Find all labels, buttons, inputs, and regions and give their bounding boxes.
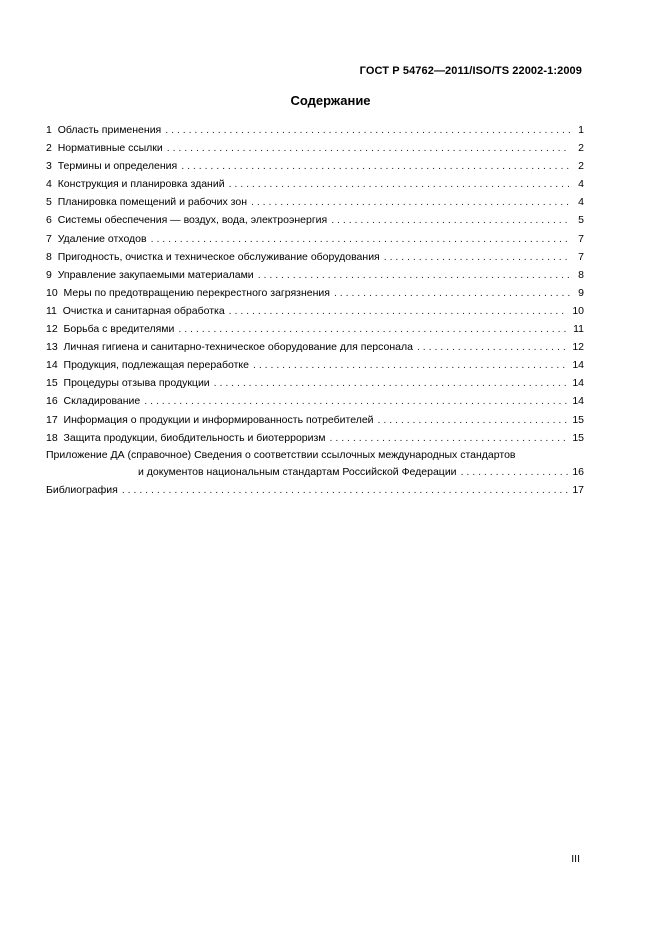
toc-number: 5 <box>46 196 52 209</box>
toc-title: Пригодность, очистка и техническое обслуживание оборудования <box>57 250 380 263</box>
toc-number: 15 <box>46 377 58 390</box>
toc-page: 8 <box>578 268 584 281</box>
toc-page: 15 <box>572 413 584 426</box>
appendix-title: Приложение ДА (справочное) Сведения о соответствии ссылочных международных стандартов <box>46 448 516 461</box>
toc-entry-1[interactable] <box>46 121 584 139</box>
toc-entry-11[interactable] <box>46 302 584 320</box>
toc-entry-4[interactable] <box>46 175 584 193</box>
toc-page: 11 <box>573 323 584 336</box>
toc-entry-7[interactable] <box>46 230 584 248</box>
document-code: ГОСТ Р 54762—2011/ISO/TS 22002-1:2009 <box>359 65 582 77</box>
toc-number: 14 <box>46 359 58 372</box>
toc-leader <box>330 429 569 447</box>
page-number: III <box>571 853 580 865</box>
toc-page: 1 <box>578 124 584 136</box>
toc-leader <box>167 139 570 157</box>
toc-leader <box>331 211 570 229</box>
toc-entry-18[interactable] <box>46 429 584 447</box>
toc-entry-13[interactable] <box>46 338 584 356</box>
toc-leader <box>178 320 569 338</box>
toc-entry-3[interactable] <box>46 157 584 175</box>
toc-title: Очистка и санитарная обработка <box>62 304 225 317</box>
toc-entry-10[interactable] <box>46 284 584 302</box>
toc-entry-appendix[interactable] <box>46 447 584 481</box>
toc-title: Складирование <box>63 395 141 408</box>
toc-title: Термины и определения <box>57 160 178 173</box>
toc-leader <box>461 463 569 481</box>
toc-title: Меры по предотвращению перекрестного загрязнения <box>63 286 330 299</box>
toc-page: 2 <box>578 160 584 173</box>
toc-number: 11 <box>46 304 57 317</box>
toc-entry-9[interactable] <box>46 266 584 284</box>
toc-page: 16 <box>572 465 584 478</box>
toc-entry-8[interactable] <box>46 248 584 266</box>
toc-leader <box>122 481 568 499</box>
toc-page: 17 <box>572 483 584 496</box>
toc-number: 3 <box>46 160 52 173</box>
toc-entry-2[interactable] <box>46 139 584 157</box>
toc-title: Борьба с вредителями <box>63 323 175 336</box>
toc-leader <box>417 338 568 356</box>
toc-number: 18 <box>46 431 58 444</box>
toc-leader <box>144 392 568 410</box>
toc-leader <box>378 411 569 429</box>
toc-page: 7 <box>578 250 584 263</box>
toc-number: 6 <box>46 214 52 227</box>
toc-leader <box>214 374 569 392</box>
toc-page: 15 <box>572 431 584 444</box>
toc-title: Процедуры отзыва продукции <box>63 377 210 390</box>
toc-page: 14 <box>572 395 584 408</box>
toc-number: 10 <box>46 286 58 299</box>
toc-title: Удаление отходов <box>57 232 147 245</box>
toc-page: 14 <box>572 359 584 372</box>
toc-title: Библиография <box>46 483 118 496</box>
toc-title: Планировка помещений и рабочих зон <box>57 196 248 209</box>
toc-page: 4 <box>578 178 584 191</box>
toc-entry-5[interactable] <box>46 193 584 211</box>
toc-leader <box>253 356 568 374</box>
toc-entry-6[interactable] <box>46 211 584 229</box>
toc-leader <box>151 230 570 248</box>
toc-page: 12 <box>572 341 584 354</box>
toc-number: 9 <box>46 268 52 281</box>
toc-entry-14[interactable] <box>46 356 584 374</box>
toc-page: 5 <box>578 214 584 227</box>
toc-title: Нормативные ссылки <box>57 142 163 155</box>
toc-page: 9 <box>578 286 584 299</box>
toc-entry-12[interactable] <box>46 320 584 338</box>
toc-page: 14 <box>572 377 584 390</box>
toc-number: 1 <box>46 124 52 136</box>
toc-entry-17[interactable] <box>46 411 584 429</box>
toc-leader <box>229 302 569 320</box>
page-title: Содержание <box>290 93 371 108</box>
toc-number: 2 <box>46 142 52 155</box>
toc-number: 12 <box>46 323 58 336</box>
appendix-title-continued: и документов национальным стандартам Российской Федерации <box>138 465 457 478</box>
toc-number: 16 <box>46 395 58 408</box>
toc-number: 13 <box>46 341 58 354</box>
toc-leader <box>229 175 570 193</box>
toc-page: 10 <box>572 304 584 317</box>
toc-leader <box>165 121 570 139</box>
toc-leader <box>181 157 570 175</box>
toc-page: 7 <box>578 232 584 245</box>
toc-title: Область применения <box>57 124 162 136</box>
toc-number: 17 <box>46 413 58 426</box>
toc-page: 4 <box>578 196 584 209</box>
toc-leader <box>334 284 570 302</box>
toc-entry-16[interactable] <box>46 392 584 410</box>
toc-leader <box>384 248 570 266</box>
toc-leader <box>258 266 570 284</box>
toc-number: 4 <box>46 178 52 191</box>
table-of-contents <box>46 121 584 499</box>
toc-title: Продукция, подлежащая переработке <box>63 359 249 372</box>
toc-title: Личная гигиена и санитарно-техническое оборудование для персонала <box>63 341 413 354</box>
toc-entry-15[interactable] <box>46 374 584 392</box>
toc-title: Системы обеспечения — воздух, вода, электроэнергия <box>57 214 328 227</box>
toc-title: Управление закупаемыми материалами <box>57 268 254 281</box>
toc-number: 7 <box>46 232 52 245</box>
toc-entry-bibliography[interactable] <box>46 481 584 499</box>
toc-leader <box>251 193 570 211</box>
toc-title: Информация о продукции и информированность потребителей <box>63 413 374 426</box>
toc-page: 2 <box>578 142 584 155</box>
toc-title: Конструкция и планировка зданий <box>57 178 225 191</box>
toc-title: Защита продукции, биобдительность и биотерроризм <box>63 431 326 444</box>
toc-number: 8 <box>46 250 52 263</box>
